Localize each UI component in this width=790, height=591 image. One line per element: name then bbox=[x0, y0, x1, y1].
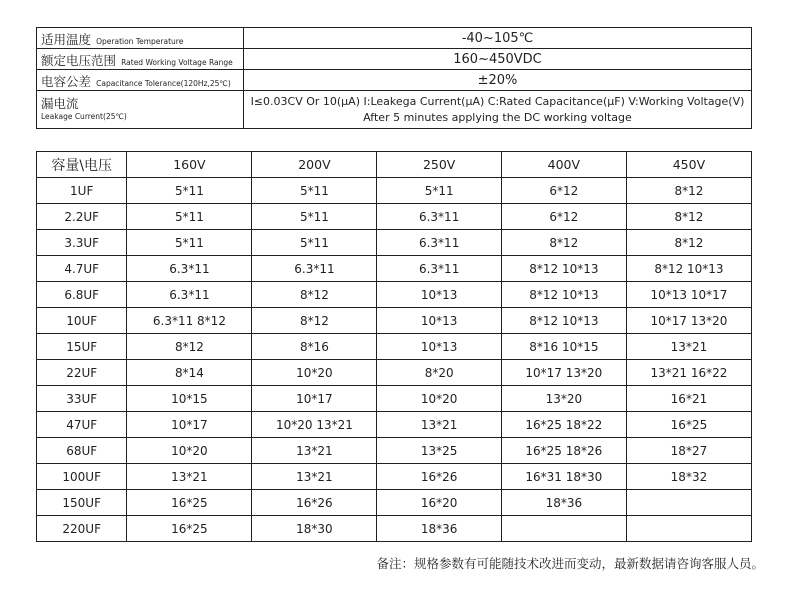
capacitance-cell: 100UF bbox=[37, 464, 127, 490]
spec-value bbox=[244, 91, 752, 129]
size-cell: 8*12 bbox=[252, 308, 377, 334]
capacitance-cell: 15UF bbox=[37, 334, 127, 360]
table-row bbox=[37, 204, 752, 230]
size-cell: 16*25 bbox=[127, 490, 252, 516]
size-cell: 5*11 bbox=[127, 230, 252, 256]
size-cell: 6*12 bbox=[501, 178, 626, 204]
table-row bbox=[37, 490, 752, 516]
size-cell: 16*25 bbox=[626, 412, 751, 438]
spec-label bbox=[37, 49, 244, 70]
size-cell: 18*36 bbox=[377, 516, 501, 542]
voltage-header: 400V bbox=[501, 152, 626, 178]
size-cell: 16*26 bbox=[377, 464, 501, 490]
size-cell: 18*36 bbox=[501, 490, 626, 516]
size-cell: 6.3*11 bbox=[377, 256, 501, 282]
spec-value: ±20% bbox=[244, 70, 752, 91]
label-en: Rated Working Voltage Range bbox=[121, 57, 233, 67]
table-row bbox=[37, 308, 752, 334]
table-row bbox=[37, 282, 752, 308]
voltage-header: 200V bbox=[252, 152, 377, 178]
table-row bbox=[37, 516, 752, 542]
size-cell: 8*12 10*13 bbox=[626, 256, 751, 282]
size-cell: 16*25 bbox=[127, 516, 252, 542]
size-cell: 8*12 bbox=[501, 230, 626, 256]
table-row bbox=[37, 386, 752, 412]
size-cell: 8*12 bbox=[626, 204, 751, 230]
size-cell: 6.3*11 bbox=[127, 256, 252, 282]
capacitance-cell: 1UF bbox=[37, 178, 127, 204]
size-cell: 13*21 bbox=[127, 464, 252, 490]
size-table-header bbox=[37, 152, 752, 178]
size-cell: 16*25 18*26 bbox=[501, 438, 626, 464]
capacitance-cell: 22UF bbox=[37, 360, 127, 386]
voltage-header: 450V bbox=[626, 152, 751, 178]
size-cell: 10*13 bbox=[377, 282, 501, 308]
size-cell bbox=[626, 516, 751, 542]
capacitance-cell: 6.8UF bbox=[37, 282, 127, 308]
size-cell bbox=[501, 516, 626, 542]
size-cell: 5*11 bbox=[377, 178, 501, 204]
size-cell: 10*20 13*21 bbox=[252, 412, 377, 438]
size-cell: 8*12 bbox=[626, 178, 751, 204]
capacitance-cell: 2.2UF bbox=[37, 204, 127, 230]
size-table bbox=[36, 151, 752, 542]
size-cell: 16*25 18*22 bbox=[501, 412, 626, 438]
size-cell: 8*12 bbox=[626, 230, 751, 256]
size-cell: 10*17 bbox=[127, 412, 252, 438]
size-cell: 16*31 18*30 bbox=[501, 464, 626, 490]
label-zh: 漏电流 bbox=[41, 96, 79, 111]
table-row bbox=[37, 360, 752, 386]
size-cell: 8*12 bbox=[127, 334, 252, 360]
size-cell: 16*26 bbox=[252, 490, 377, 516]
spec-label bbox=[37, 28, 244, 49]
size-cell: 8*16 bbox=[252, 334, 377, 360]
voltage-header: 160V bbox=[127, 152, 252, 178]
size-cell: 16*21 bbox=[626, 386, 751, 412]
spec-label bbox=[37, 91, 244, 129]
capacitance-cell: 47UF bbox=[37, 412, 127, 438]
size-cell bbox=[626, 490, 751, 516]
spec-label bbox=[37, 70, 244, 91]
size-cell: 10*13 10*17 bbox=[626, 282, 751, 308]
size-table-body bbox=[37, 178, 752, 542]
spec-value: 160~450VDC bbox=[244, 49, 752, 70]
size-cell: 10*20 bbox=[252, 360, 377, 386]
table-row bbox=[37, 334, 752, 360]
capacitance-cell: 68UF bbox=[37, 438, 127, 464]
size-cell: 10*17 bbox=[252, 386, 377, 412]
size-cell: 13*21 bbox=[377, 412, 501, 438]
label-zh: 额定电压范围 bbox=[41, 52, 117, 68]
table-row bbox=[37, 178, 752, 204]
table-row bbox=[37, 256, 752, 282]
size-cell: 10*20 bbox=[127, 438, 252, 464]
size-cell: 8*12 10*13 bbox=[501, 256, 626, 282]
table-row bbox=[37, 412, 752, 438]
size-cell: 8*16 10*15 bbox=[501, 334, 626, 360]
label-en: Capacitance Tolerance(120Hz,25℃) bbox=[96, 78, 231, 88]
size-cell: 5*11 bbox=[252, 230, 377, 256]
label-en: Operation Temperature bbox=[96, 36, 184, 46]
capacitance-cell: 3.3UF bbox=[37, 230, 127, 256]
size-cell: 13*25 bbox=[377, 438, 501, 464]
size-cell: 10*17 13*20 bbox=[501, 360, 626, 386]
size-cell: 8*12 bbox=[252, 282, 377, 308]
label-zh: 适用温度 bbox=[41, 31, 92, 47]
size-cell: 18*27 bbox=[626, 438, 751, 464]
voltage-header: 250V bbox=[377, 152, 501, 178]
size-cell: 5*11 bbox=[127, 204, 252, 230]
size-cell: 18*30 bbox=[252, 516, 377, 542]
size-cell: 8*20 bbox=[377, 360, 501, 386]
size-cell: 10*20 bbox=[377, 386, 501, 412]
size-cell: 10*13 bbox=[377, 308, 501, 334]
spec-row-temperature bbox=[37, 28, 752, 49]
label-en: Leakage Current(25℃) bbox=[41, 112, 127, 121]
spec-table bbox=[36, 27, 752, 129]
spec-value: -40~105℃ bbox=[244, 28, 752, 49]
size-cell: 10*13 bbox=[377, 334, 501, 360]
size-cell: 6.3*11 bbox=[377, 204, 501, 230]
label-zh: 电容公差 bbox=[41, 73, 92, 89]
spec-row-leakage bbox=[37, 91, 752, 129]
capacitance-cell: 4.7UF bbox=[37, 256, 127, 282]
size-cell: 8*14 bbox=[127, 360, 252, 386]
capacitance-cell: 220UF bbox=[37, 516, 127, 542]
size-cell: 8*12 10*13 bbox=[501, 282, 626, 308]
size-cell: 6.3*11 8*12 bbox=[127, 308, 252, 334]
size-cell: 6*12 bbox=[501, 204, 626, 230]
spec-row-voltage-range bbox=[37, 49, 752, 70]
size-cell: 6.3*11 bbox=[127, 282, 252, 308]
size-cell: 10*15 bbox=[127, 386, 252, 412]
size-cell: 18*32 bbox=[626, 464, 751, 490]
size-cell: 13*20 bbox=[501, 386, 626, 412]
size-cell: 6.3*11 bbox=[252, 256, 377, 282]
spec-row-tolerance bbox=[37, 70, 752, 91]
size-cell: 6.3*11 bbox=[377, 230, 501, 256]
size-cell: 5*11 bbox=[127, 178, 252, 204]
size-cell: 13*21 bbox=[626, 334, 751, 360]
table-row bbox=[37, 464, 752, 490]
leakage-condition: After 5 minutes applying the DC working voltage bbox=[363, 110, 632, 124]
capacitance-cell: 150UF bbox=[37, 490, 127, 516]
corner-header: 容量\电压 bbox=[37, 152, 127, 178]
table-row bbox=[37, 230, 752, 256]
size-cell: 5*11 bbox=[252, 178, 377, 204]
capacitance-cell: 10UF bbox=[37, 308, 127, 334]
size-cell: 8*12 10*13 bbox=[501, 308, 626, 334]
size-cell: 16*20 bbox=[377, 490, 501, 516]
size-cell: 13*21 16*22 bbox=[626, 360, 751, 386]
capacitance-cell: 33UF bbox=[37, 386, 127, 412]
table-row bbox=[37, 438, 752, 464]
size-cell: 13*21 bbox=[252, 438, 377, 464]
size-cell: 10*17 13*20 bbox=[626, 308, 751, 334]
footnote: 备注：规格参数有可能随技术改进而变动，最新数据请咨询客服人员。 bbox=[376, 556, 764, 571]
size-cell: 5*11 bbox=[252, 204, 377, 230]
size-cell: 13*21 bbox=[252, 464, 377, 490]
leakage-formula: I≤0.03CV Or 10(μA) I:Leakega Current(μA) C:Rated Capacitance(μF) V:Working Voltage(V) bbox=[250, 94, 745, 108]
